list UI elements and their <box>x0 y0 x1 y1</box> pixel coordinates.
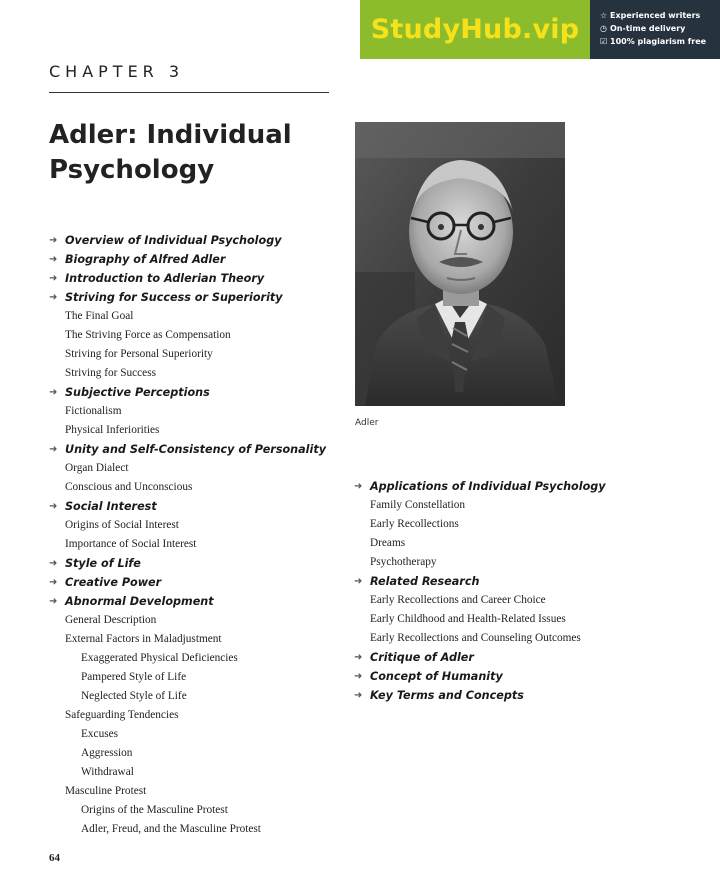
outline-subsection <box>49 535 326 554</box>
bullet-arrow-icon: ➜ <box>354 671 363 682</box>
outline-section <box>354 572 606 591</box>
feature-plagiarism-free <box>600 35 720 48</box>
studyhub-logo-text: StudyHub.vip <box>370 14 580 45</box>
bullet-arrow-icon: ➜ <box>49 254 58 265</box>
outline-text: Organ Dialect <box>65 462 129 474</box>
outline-subsection <box>49 630 326 649</box>
photo-caption: Adler <box>355 418 379 428</box>
outline-subsubsection <box>49 763 326 782</box>
bullet-arrow-icon: ➜ <box>354 690 363 701</box>
outline-text: General Description <box>65 614 157 626</box>
outline-text: Masculine Protest <box>65 785 147 797</box>
outline-section <box>354 686 606 705</box>
outline-section <box>49 497 326 516</box>
outline-text: The Striving Force as Compensation <box>65 329 231 341</box>
outline-subsection <box>49 307 326 326</box>
page-number: 64 <box>49 852 60 864</box>
outline-text: Exaggerated Physical Deficiencies <box>81 652 238 664</box>
feature-on-time-delivery <box>600 22 720 35</box>
outline-text: Psychotherapy <box>370 556 437 568</box>
outline-subsection <box>49 611 326 630</box>
outline-section <box>354 477 606 496</box>
outline-text: Key Terms and Concepts <box>370 689 524 702</box>
outline-subsubsection <box>49 649 326 668</box>
outline-section <box>49 383 326 402</box>
outline-text: Critique of Adler <box>370 651 474 664</box>
feature-text: 100% plagiarism free <box>610 37 707 46</box>
outline-section <box>354 648 606 667</box>
outline-text: Excuses <box>81 728 119 740</box>
chapter-divider <box>49 92 329 93</box>
outline-text: Unity and Self-Consistency of Personality <box>65 443 326 456</box>
bullet-arrow-icon: ➜ <box>49 387 58 398</box>
outline-text: Early Recollections <box>370 518 459 530</box>
adler-portrait <box>355 122 565 406</box>
outline-section <box>49 554 326 573</box>
outline-text: Early Recollections and Counseling Outcomes <box>370 632 581 644</box>
bullet-arrow-icon: ➜ <box>49 558 58 569</box>
bullet-arrow-icon: ➜ <box>49 596 58 607</box>
feature-experienced-writers <box>600 9 720 22</box>
outline-subsection <box>49 706 326 725</box>
outline-text: Adler, Freud, and the Masculine Protest <box>81 823 261 835</box>
chapter-label: CHAPTER 3 <box>49 62 185 81</box>
outline-text: Fictionalism <box>65 405 122 417</box>
outline-subsection <box>49 421 326 440</box>
outline-subsubsection <box>49 687 326 706</box>
outline-text: Related Research <box>370 575 480 588</box>
outline-subsection <box>49 782 326 801</box>
outline-text: Withdrawal <box>81 766 134 778</box>
outline-section <box>49 250 326 269</box>
outline-subsection <box>354 496 606 515</box>
outline-text: Applications of Individual Psychology <box>370 480 606 493</box>
studyhub-logo[interactable] <box>360 0 590 59</box>
outline-text: Origins of the Masculine Protest <box>81 804 228 816</box>
outline-text: Dreams <box>370 537 406 549</box>
outline-text: The Final Goal <box>65 310 134 322</box>
clock-icon: ◷ <box>600 24 607 33</box>
bullet-arrow-icon: ➜ <box>49 577 58 588</box>
outline-subsection <box>354 553 606 572</box>
outline-subsection <box>354 515 606 534</box>
bullet-arrow-icon: ➜ <box>354 576 363 587</box>
outline-text: Abnormal Development <box>65 595 214 608</box>
outline-subsection <box>49 364 326 383</box>
outline-text: Safeguarding Tendencies <box>65 709 179 721</box>
outline-subsubsection <box>49 744 326 763</box>
outline-text: Striving for Personal Superiority <box>65 348 213 360</box>
feature-text: Experienced writers <box>610 11 701 20</box>
outline-text: Style of Life <box>65 557 141 570</box>
outline-section <box>49 288 326 307</box>
outline-subsection <box>49 516 326 535</box>
outline-text: Pampered Style of Life <box>81 671 187 683</box>
outline-section <box>49 269 326 288</box>
outline-text: Physical Inferiorities <box>65 424 160 436</box>
outline-section <box>49 592 326 611</box>
outline-section <box>354 667 606 686</box>
chapter-outline-right <box>354 477 606 705</box>
chapter-outline-left <box>49 231 326 839</box>
chapter-title: Adler: Individual Psychology <box>49 120 292 185</box>
outline-subsection <box>49 345 326 364</box>
outline-text: Neglected Style of Life <box>81 690 187 702</box>
outline-subsection <box>49 326 326 345</box>
feature-text: On-time delivery <box>610 24 686 33</box>
outline-text: Striving for Success or Superiority <box>65 291 283 304</box>
outline-subsubsection <box>49 820 326 839</box>
outline-subsection <box>354 629 606 648</box>
studyhub-banner[interactable] <box>360 0 720 59</box>
outline-text: Social Interest <box>65 500 157 513</box>
outline-text: Aggression <box>81 747 133 759</box>
check-icon: ☑ <box>600 37 608 46</box>
bullet-arrow-icon: ➜ <box>49 444 58 455</box>
bullet-arrow-icon: ➜ <box>49 501 58 512</box>
outline-subsubsection <box>49 668 326 687</box>
outline-text: Origins of Social Interest <box>65 519 179 531</box>
outline-subsection <box>49 402 326 421</box>
outline-text: Importance of Social Interest <box>65 538 197 550</box>
outline-text: Overview of Individual Psychology <box>65 234 282 247</box>
bullet-arrow-icon: ➜ <box>354 652 363 663</box>
bullet-arrow-icon: ➜ <box>49 235 58 246</box>
outline-text: Creative Power <box>65 576 162 589</box>
outline-subsection <box>49 459 326 478</box>
outline-text: Biography of Alfred Adler <box>65 253 226 266</box>
outline-text: Concept of Humanity <box>370 670 503 683</box>
outline-text: Early Recollections and Career Choice <box>370 594 546 606</box>
outline-section <box>49 440 326 459</box>
outline-text: Subjective Perceptions <box>65 386 210 399</box>
outline-subsection <box>49 478 326 497</box>
outline-section <box>49 573 326 592</box>
outline-subsection <box>354 610 606 629</box>
bullet-arrow-icon: ➜ <box>354 481 363 492</box>
bullet-arrow-icon: ➜ <box>49 273 58 284</box>
star-icon: ☆ <box>600 11 608 20</box>
outline-text: Conscious and Unconscious <box>65 481 193 493</box>
outline-text: Early Childhood and Health-Related Issues <box>370 613 566 625</box>
banner-features <box>590 0 720 59</box>
outline-subsection <box>354 534 606 553</box>
outline-subsubsection <box>49 725 326 744</box>
outline-text: Introduction to Adlerian Theory <box>65 272 265 285</box>
outline-text: External Factors in Maladjustment <box>65 633 222 645</box>
outline-subsection <box>354 591 606 610</box>
bullet-arrow-icon: ➜ <box>49 292 58 303</box>
outline-text: Striving for Success <box>65 367 156 379</box>
outline-subsubsection <box>49 801 326 820</box>
outline-text: Family Constellation <box>370 499 466 511</box>
outline-section <box>49 231 326 250</box>
